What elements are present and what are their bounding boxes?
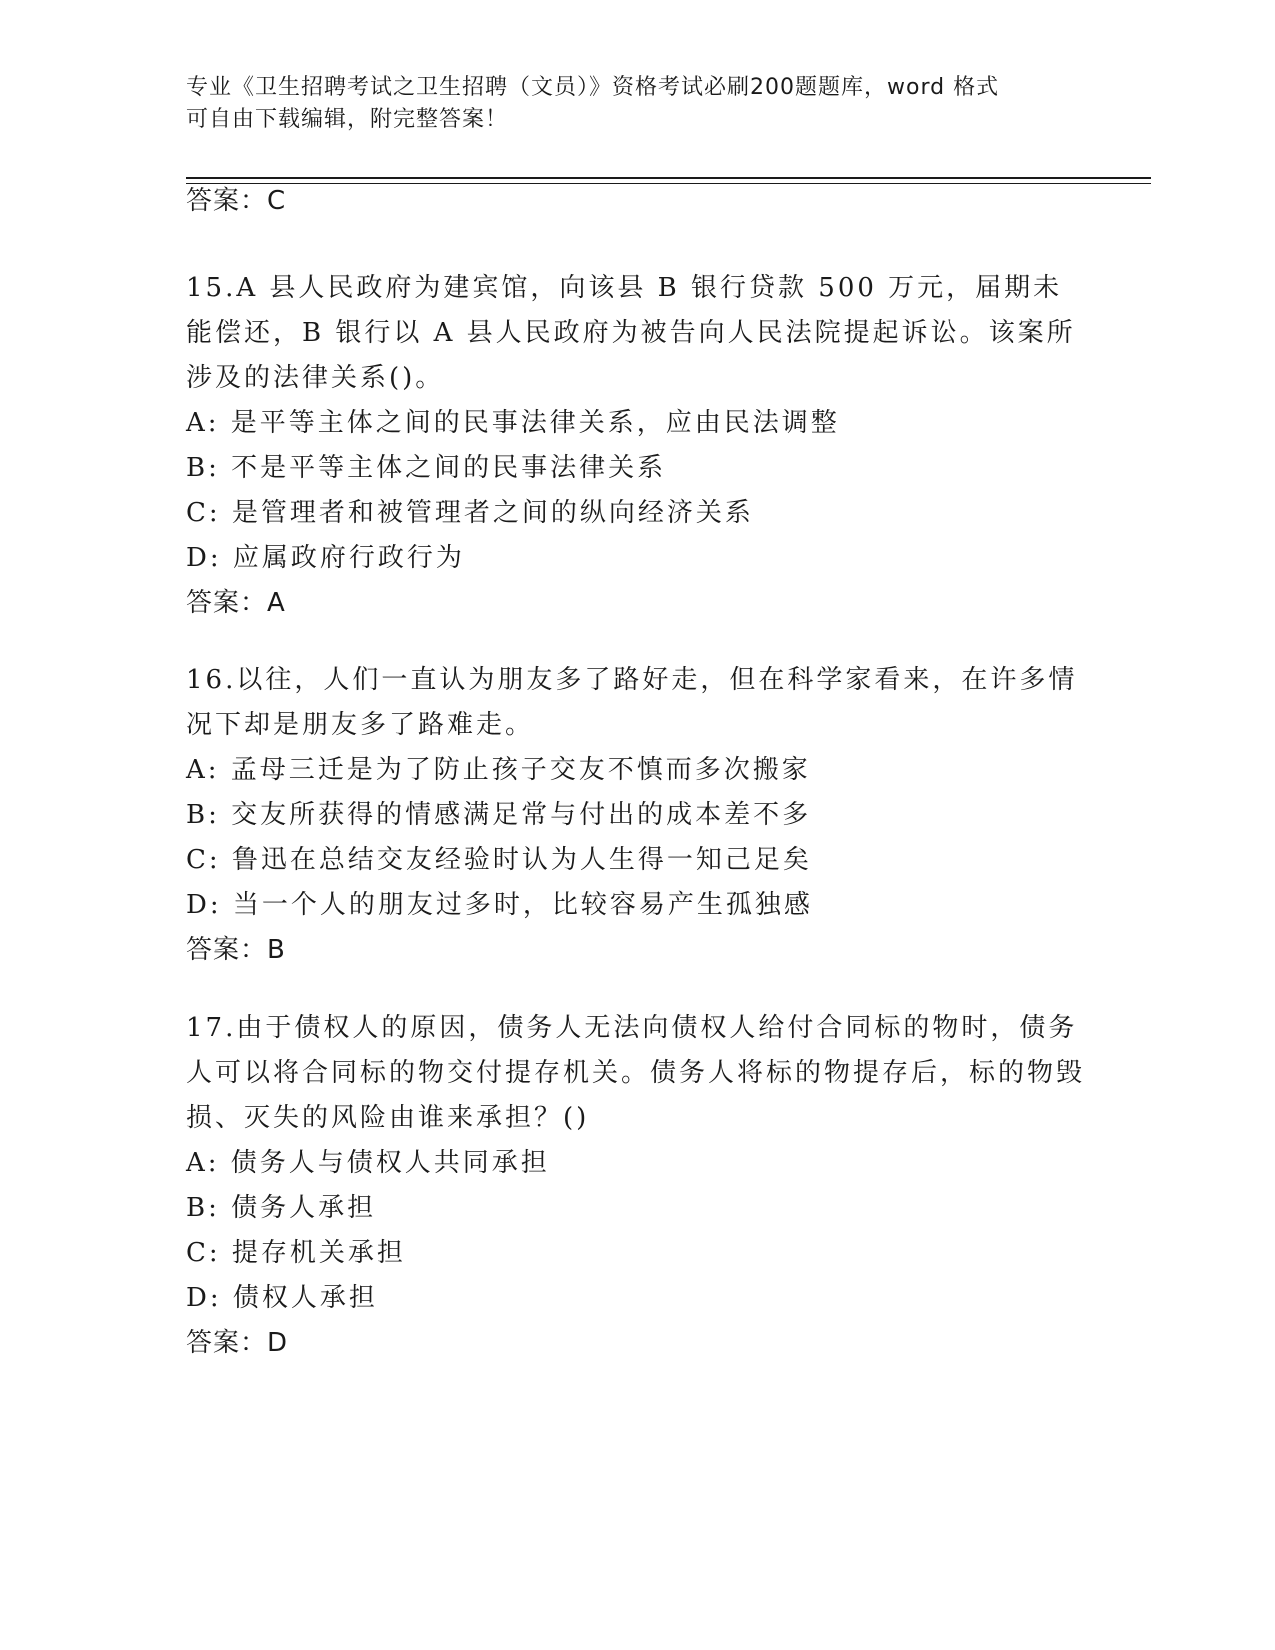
- question-answer: 答案：A: [186, 588, 286, 618]
- document-header: [186, 72, 1066, 136]
- option-c: C: 提存机关承担: [186, 1238, 406, 1268]
- option-a: A: 债务人与债权人共同承担: [186, 1148, 550, 1178]
- question-stem: 17.由于债权人的原因，债务人无法向债权人给付合同标的物时，债务人可以将合同标的物交付提存机关。债务人将标的物提存后，标的物毁损、灭失的风险由谁来承担？(): [186, 1013, 1086, 1133]
- header-line-2: 可自由下载编辑，附完整答案！: [186, 107, 509, 132]
- option-a: A: 孟母三迁是为了防止孩子交友不慎而多次搬家: [186, 755, 811, 785]
- option-b: B: 债务人承担: [186, 1193, 377, 1223]
- option-d: D: 债权人承担: [186, 1283, 378, 1313]
- header-divider-thin: [186, 183, 1151, 184]
- option-a: A: 是平等主体之间的民事法律关系，应由民法调整: [186, 408, 840, 438]
- header-line-1: 专业《卫生招聘考试之卫生招聘（文员）》资格考试必刷200题题库，word 格式: [186, 75, 1000, 100]
- option-b: B: 交友所获得的情感满足常与付出的成本差不多: [186, 800, 812, 830]
- header-divider-thick: [186, 177, 1151, 179]
- question-answer: 答案：D: [186, 1328, 289, 1358]
- question-stem: 16.以往，人们一直认为朋友多了路好走，但在科学家看来，在许多情况下却是朋友多了路难走。: [186, 665, 1078, 740]
- question-16: [186, 658, 1086, 973]
- option-d: D: 应属政府行政行为: [186, 543, 465, 573]
- option-b: B: 不是平等主体之间的民事法律关系: [186, 453, 667, 483]
- question-answer: 答案：B: [186, 935, 286, 965]
- option-d: D: 当一个人的朋友过多时，比较容易产生孤独感: [186, 890, 813, 920]
- option-c: C: 鲁迅在总结交友经验时认为人生得一知己足矣: [186, 845, 812, 875]
- question-17: [186, 1006, 1086, 1366]
- question-15: [186, 266, 1086, 626]
- previous-answer: 答案：C: [186, 186, 287, 216]
- question-stem: 15.A 县人民政府为建宾馆，向该县 B 银行贷款 500 万元，届期未能偿还，B 银行以 A 县人民政府为被告向人民法院提起诉讼。该案所涉及的法律关系()。: [186, 273, 1076, 393]
- option-c: C: 是管理者和被管理者之间的纵向经济关系: [186, 498, 754, 528]
